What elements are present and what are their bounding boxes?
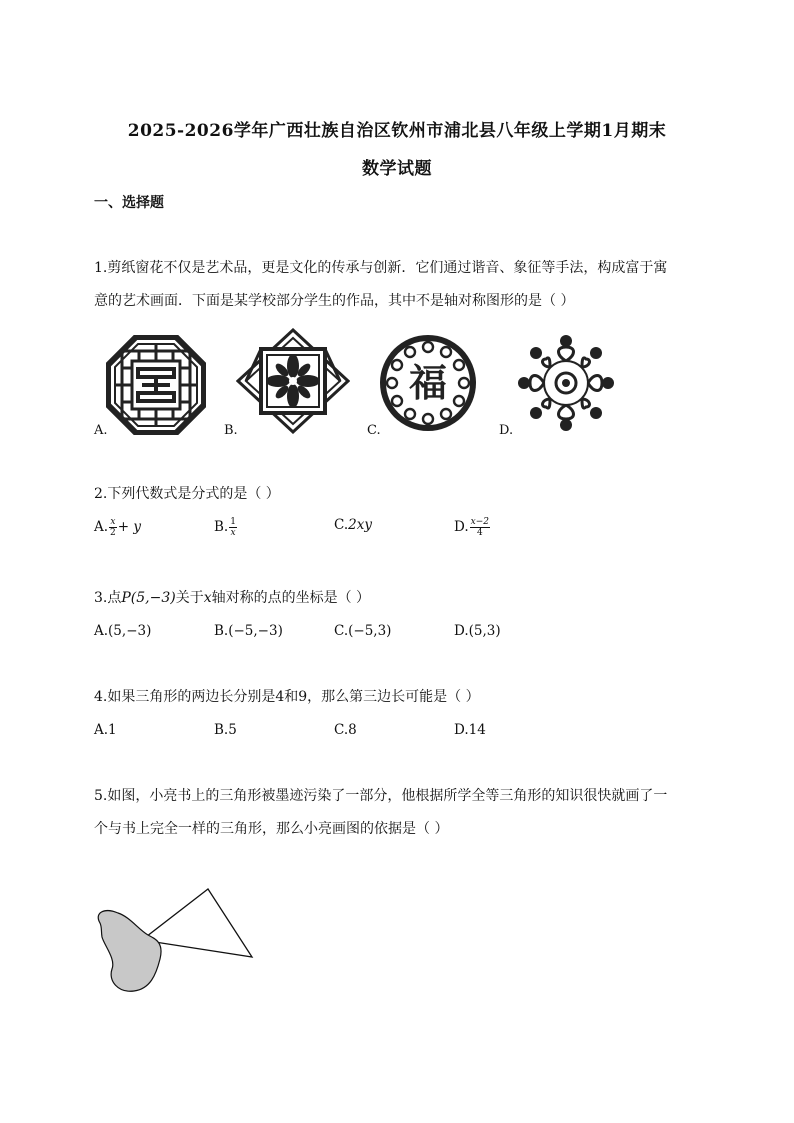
papercut-option-c-image [378, 333, 478, 433]
fraction: $\frac{x-2}{4}$ [470, 517, 489, 538]
option-1-c-label: C. [367, 423, 381, 438]
option-4-c[interactable]: C.8 [334, 722, 357, 738]
option-1-a-label: A. [94, 423, 108, 438]
option-2-b[interactable] [214, 517, 238, 538]
option-2-c-prefix: C. [334, 517, 349, 533]
option-2-b-prefix: B. [214, 519, 229, 535]
option-4-a[interactable]: A.1 [94, 722, 117, 738]
ink-stain [98, 911, 161, 992]
option-2-a[interactable] [94, 517, 141, 538]
option-3-c[interactable]: C.(−5,3) [334, 623, 392, 639]
option-3-d[interactable]: D.(5,3) [454, 623, 501, 639]
option-2-c[interactable] [334, 517, 372, 533]
question-4-options [94, 722, 714, 744]
question-1-line1: 1.剪纸窗花不仅是艺术品，更是文化的传承与创新．它们通过谐音、象征等手法，构成富于寓 [94, 260, 668, 276]
question-4-stem: 4.如果三角形的两边长分别是4和9，那么第三边长可能是（ ） [94, 689, 480, 705]
point-p: P(5,−3) [121, 590, 176, 606]
papercut-fu-character: 福 [408, 360, 448, 405]
question-5-stem [94, 780, 702, 846]
option-2-c-expr: 2xy [348, 517, 372, 533]
papercut-option-a-image [106, 335, 206, 435]
option-2-d[interactable] [454, 517, 491, 538]
option-3-b[interactable]: B.(−5,−3) [214, 623, 283, 639]
question-5-line1: 5.如图，小亮书上的三角形被墨迹污染了一部分，他根据所学全等三角形的知识很快就画了一 [94, 788, 668, 804]
exam-title-line2: 数学试题 [362, 159, 432, 179]
stained-triangle-figure [90, 885, 260, 1000]
option-3-a[interactable]: A.(5,−3) [94, 623, 152, 639]
option-2-d-prefix: D. [454, 519, 469, 535]
fraction: $\frac{1}{x}$ [230, 517, 236, 538]
question-3-stem: 3.点P(5,−3)关于x轴对称的点的坐标是（ ） [94, 590, 371, 606]
option-2-a-tail: + y [117, 519, 142, 535]
question-2-options [94, 517, 714, 539]
option-1-b-label: B. [224, 423, 238, 438]
question-2-stem: 2.下列代数式是分式的是（ ） [94, 486, 280, 502]
question-1-stem [94, 252, 702, 318]
papercut-option-d-image [516, 333, 616, 433]
section-heading-choice: 一、选择题 [94, 195, 164, 211]
option-1-d-label: D. [499, 423, 514, 438]
question-1-line2: 意的艺术画面．下面是某学校部分学生的作品，其中不是轴对称图形的是（ ） [94, 293, 575, 309]
option-2-a-prefix: A. [94, 519, 109, 535]
option-4-b[interactable]: B.5 [214, 722, 237, 738]
option-4-d[interactable]: D.14 [454, 722, 486, 738]
papercut-option-b-image [236, 328, 350, 434]
question-5-line2: 个与书上完全一样的三角形，那么小亮画图的依据是（ ） [94, 821, 449, 837]
fraction: $\frac{x}{2}$ [110, 517, 116, 538]
axis-x: x [203, 590, 212, 606]
exam-title-line1: 2025-2026学年广西壮族自治区钦州市浦北县八年级上学期1月期末 [127, 121, 667, 141]
question-3-options [94, 623, 714, 645]
